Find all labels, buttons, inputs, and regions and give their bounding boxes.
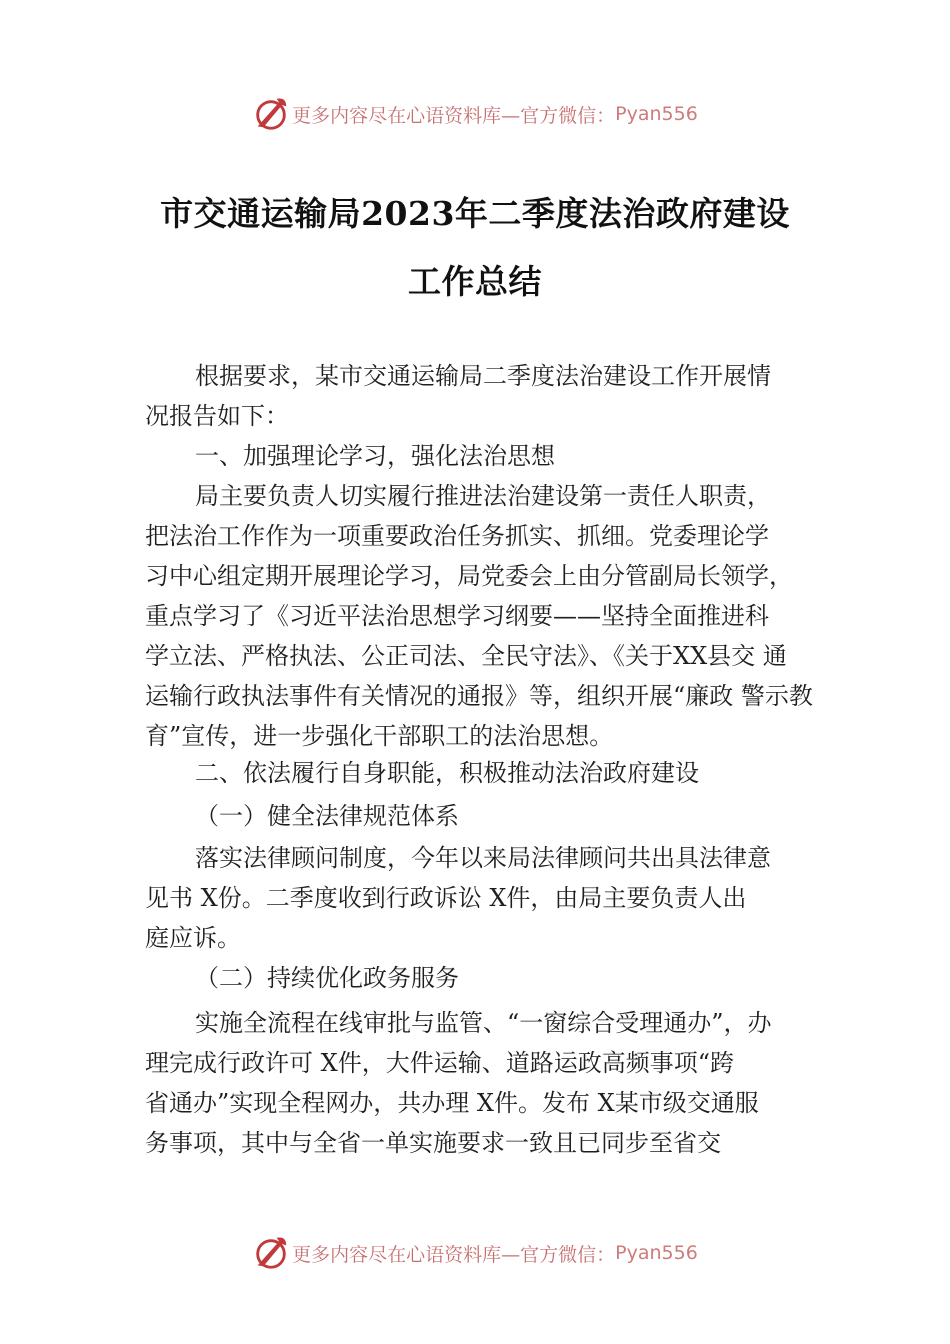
text-line: 重点学习了《习近平法治思想学习纲要——坚持全面推进科 — [145, 602, 769, 630]
text-line: 把法治工作作为一项重要政治任务抓实、抓细。党委理论学 — [145, 522, 769, 550]
section-heading-2 — [145, 753, 835, 793]
heading-text: （二）持续优化政务服务 — [195, 964, 459, 992]
watermark-header — [0, 94, 950, 134]
heading-text: 一、加强理论学习，强化法治思想 — [195, 442, 555, 470]
quill-logo-icon — [252, 1234, 290, 1272]
text-line: 省通办”实现全程网办，共办理 X件。发布 X某市级交通服 — [145, 1089, 759, 1117]
section-heading-1 — [145, 436, 835, 476]
document-title-line1: 市交通运输局2023年二季度法治政府建设 — [160, 194, 790, 233]
text-line: 理完成行政许可 X件，大件运输、道路运政高频事项“跨 — [145, 1049, 734, 1077]
watermark-text: 更多内容尽在心语资料库—官方微信： — [292, 104, 616, 127]
subsection-heading-2-1 — [145, 796, 835, 836]
text-line: 实施全流程在线审批与监管、“一窗综合受理通办”，办 — [195, 1009, 772, 1037]
subsection-2-1-paragraph — [145, 838, 835, 958]
text-line: 况报告如下： — [145, 402, 289, 430]
text-line: 庭应诉。 — [145, 924, 241, 952]
watermark-text: 更多内容尽在心语资料库—官方微信： — [292, 1243, 616, 1266]
watermark-footer — [0, 1233, 950, 1273]
watermark-wechat-id: Pyan556 — [615, 1242, 698, 1264]
text-line: 落实法律顾问制度，今年以来局法律顾问共出具法律意 — [195, 844, 771, 872]
text-line: 习中心组定期开展理论学习，局党委会上由分管副局长领学， — [145, 562, 793, 590]
text-line: 见书 X份。二季度收到行政诉讼 X件，由局主要负责人出 — [145, 884, 747, 912]
text-line: 局主要负责人切实履行推进法治建设第一责任人职责， — [195, 482, 771, 510]
heading-text: 二、依法履行自身职能，积极推动法治政府建设 — [195, 759, 699, 787]
quill-logo-icon — [252, 95, 290, 133]
text-line: 根据要求，某市交通运输局二季度法治建设工作开展情 — [195, 362, 771, 390]
subsection-2-2-paragraph — [145, 1003, 835, 1163]
text-line: 育”宣传，进一步强化干部职工的法治思想。 — [145, 722, 614, 750]
heading-text: （一）健全法律规范体系 — [195, 802, 459, 830]
text-line: 运输行政执法事件有关情况的通报》等，组织开展“廉政 警示教 — [145, 682, 813, 710]
subsection-heading-2-2 — [145, 958, 835, 998]
text-line: 务事项，其中与全省一单实施要求一致且已同步至省交 — [145, 1129, 721, 1157]
section-1-paragraph — [145, 476, 835, 756]
watermark-wechat-id: Pyan556 — [615, 103, 698, 125]
text-line: 学立法、严格执法、公正司法、全民守法》、《关于XX县交 通 — [145, 642, 787, 670]
intro-paragraph — [145, 356, 835, 436]
document-title-line2: 工作总结 — [408, 262, 542, 301]
